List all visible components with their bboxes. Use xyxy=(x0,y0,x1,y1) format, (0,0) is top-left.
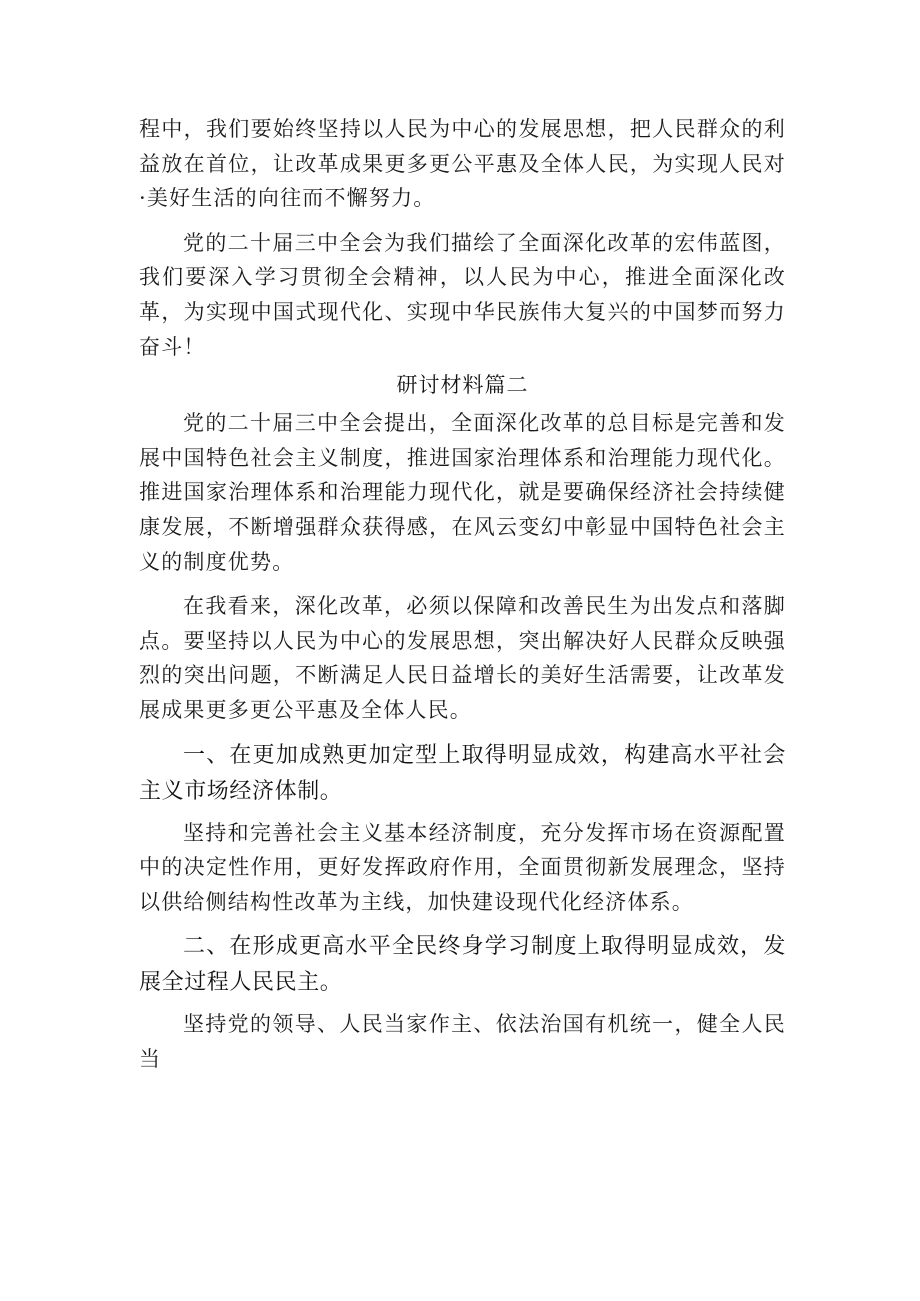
paragraph-democracy: 坚持党的领导、人民当家作主、依法治国有机统一，健全人民当 xyxy=(139,1012,786,1071)
paragraph-continued: 程中，我们要始终坚持以人民为中心的发展思想，把人民群众的利益放在首位，让改革成果更多更公平惠及全体人民，为实现人民对·美好生活的向往而不懈努力。 xyxy=(139,117,786,211)
paragraph-economy: 坚持和完善社会主义基本经济制度，充分发挥市场在资源配置中的决定性作用，更好发挥政府作用，全面贯彻新发展理念，坚持以供给侧结构性改革为主线，加快建设现代化经济体系。 xyxy=(139,820,786,914)
section-title: 研讨材料篇二 xyxy=(396,373,529,398)
paragraph-opinion: 在我看来，深化改革，必须以保障和改善民生为出发点和落脚点。要坚持以人民为中心的发展思想，突出解决好人民群众反映强烈的突出问题，不断满足人民日益增长的美好生活需要，让改革发展成果更多更公平惠及全体人民。 xyxy=(139,594,786,722)
paragraph-intro: 党的二十届三中全会提出，全面深化改革的总目标是完善和发展中国特色社会主义制度，推进国家治理体系和治理能力现代化。推进国家治理体系和治理能力现代化，就是要确保经济社会持续健康发展，不断增强群众获得感，在风云变幻中彰显中国特色社会主义的制度优势。 xyxy=(139,411,786,574)
heading-one: 一、在更加成熟更加定型上取得明显成效，构建高水平社会主义市场经济体制。 xyxy=(139,742,786,804)
paragraph-conclusion: 党的二十届三中全会为我们描绘了全面深化改革的宏伟蓝图，我们要深入学习贯彻全会精神，以人民为中心，推进全面深化改革，为实现中国式现代化、实现中华民族伟大复兴的中国梦而努力奋斗！ xyxy=(139,230,786,359)
document-body xyxy=(139,112,786,1076)
heading-two: 二、在形成更高水平全民终身学习制度上取得明显成效，发展全过程人民民主。 xyxy=(139,934,786,996)
